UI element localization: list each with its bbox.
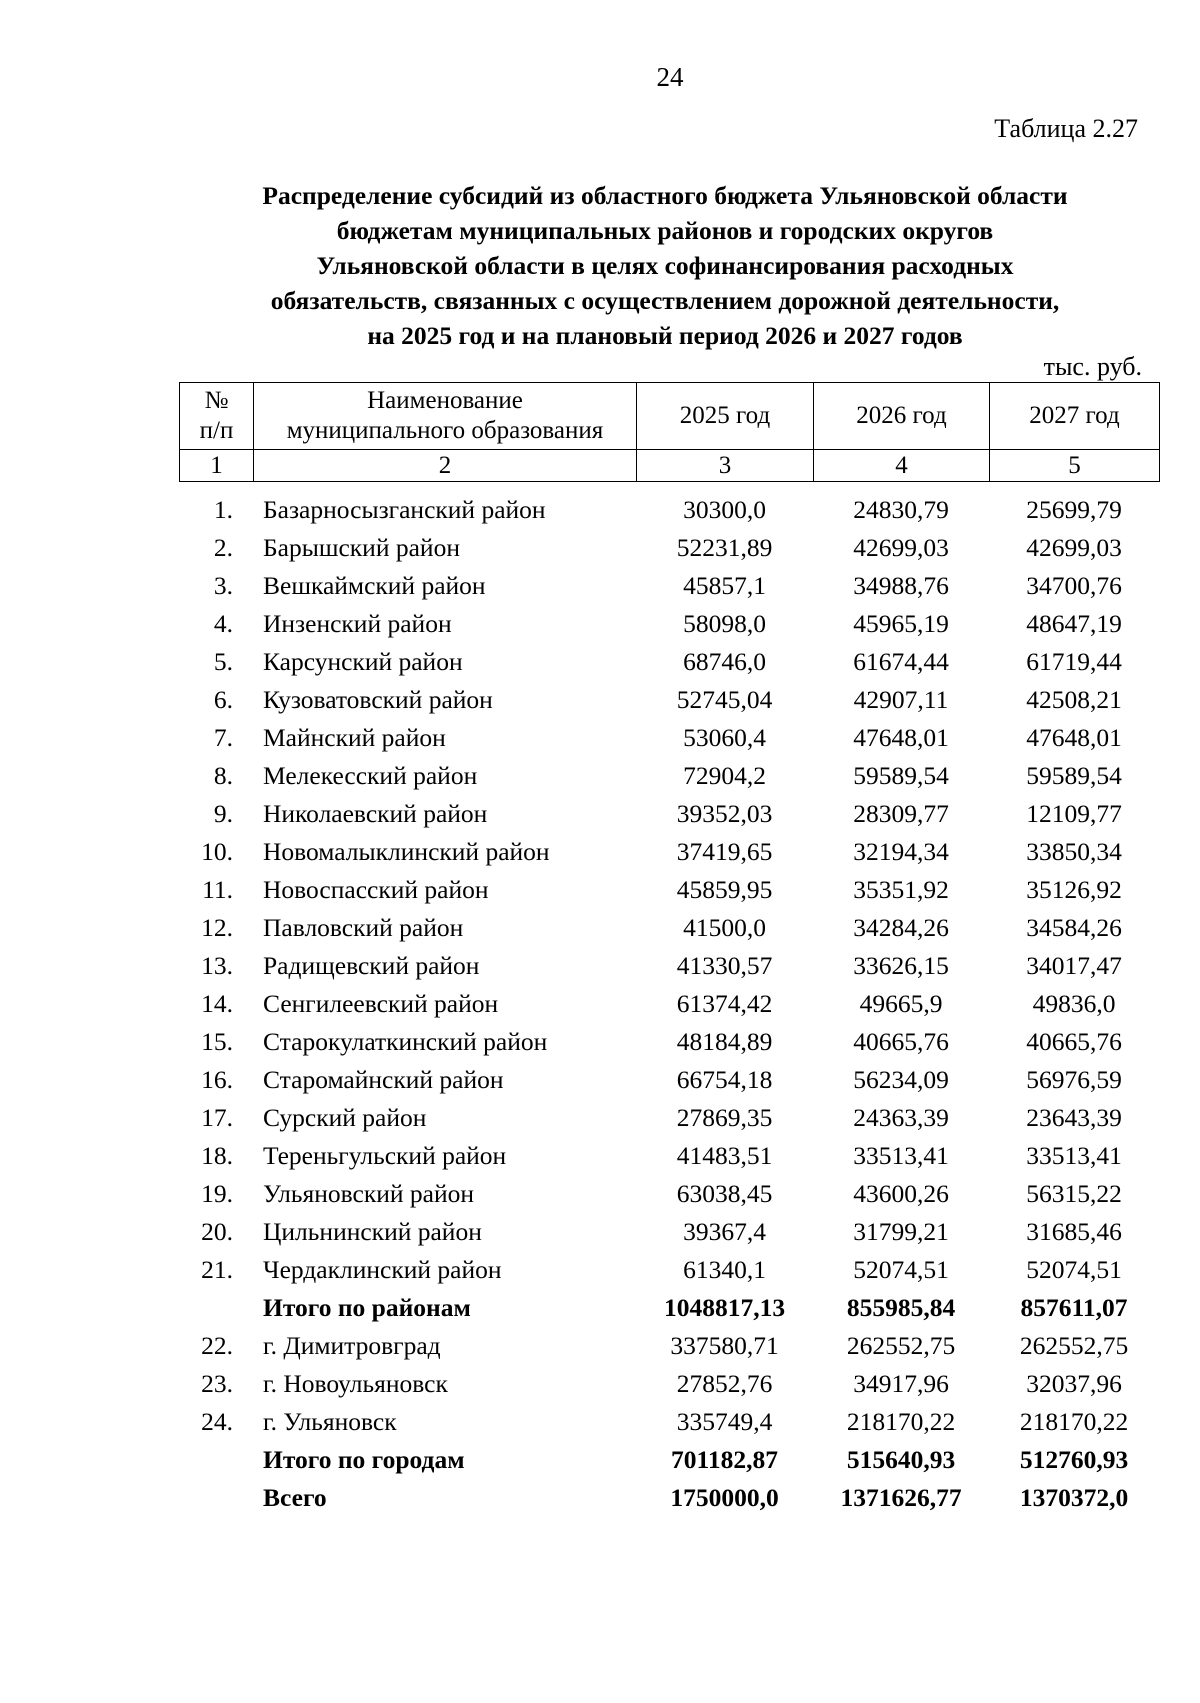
table-row [179,1365,1159,1403]
row-number: 4. [213,609,233,638]
value-2025: 701182,87 [671,1445,778,1474]
column-number: 1 [180,450,254,482]
row-name: Мелекесский район [263,761,478,790]
value-2027: 59589,54 [1026,761,1122,790]
row-number: 20. [201,1217,233,1246]
row-name: Карсунский район [263,647,463,676]
value-2027: 52074,51 [1026,1255,1122,1284]
value-2025: 41483,51 [676,1141,773,1170]
header-name: Наименование муниципального образования [254,383,637,450]
value-2027: 857611,07 [1020,1293,1128,1322]
table-row [179,757,1159,795]
value-2027: 23643,39 [1026,1103,1122,1132]
value-2027: 262552,75 [1019,1331,1129,1360]
value-2027: 56315,22 [1026,1179,1122,1208]
value-2025: 45859,95 [676,875,773,904]
table-row [179,1327,1159,1365]
page-number: 24 [656,62,684,92]
row-number: 11. [202,875,233,904]
table-row [179,605,1159,643]
row-number: 17. [201,1103,233,1132]
value-2026: 855985,84 [846,1293,956,1322]
row-name: Николаевский район [263,799,488,828]
value-2025: 27869,35 [676,1103,773,1132]
row-number: 5. [213,647,233,676]
value-2025: 52745,04 [676,685,773,714]
row-number: 24. [201,1407,233,1436]
column-number: 4 [814,450,990,482]
row-name: Всего [263,1483,327,1512]
value-2025: 63038,45 [676,1179,773,1208]
value-2027: 61719,44 [1026,647,1122,676]
value-2025: 337580,71 [670,1331,779,1360]
value-2026: 34917,96 [853,1369,949,1398]
row-number: 21. [201,1255,233,1284]
value-2027: 1370372,0 [1019,1483,1129,1512]
row-number: 2. [213,533,233,562]
table-row [179,1061,1159,1099]
value-2025: 48184,89 [676,1027,773,1056]
row-number: 6. [213,685,233,714]
row-number: 3. [213,571,233,600]
row-number: 19. [201,1179,233,1208]
table-row [179,1099,1159,1137]
table-row [179,1137,1159,1175]
table-row [179,795,1159,833]
value-2026: 33626,15 [853,951,949,980]
total-row [179,1289,1159,1327]
table-row [179,719,1159,757]
value-2027: 34017,47 [1026,951,1122,980]
row-number: 22. [201,1331,233,1360]
value-2025: 41330,57 [676,951,773,980]
table-row [179,1023,1159,1061]
value-2025: 68746,0 [683,647,766,676]
row-number: 13. [201,951,233,980]
table-row [179,529,1159,567]
title-line: бюджетам муниципальных районов и городских округов [336,216,994,245]
table-header [179,382,1160,482]
row-number [179,1441,253,1479]
table-row [179,1213,1159,1251]
value-2027: 34584,26 [1026,913,1122,942]
value-2027: 47648,01 [1026,723,1122,752]
table-row [179,1251,1159,1289]
value-2026: 24363,39 [853,1103,949,1132]
row-number: 16. [201,1065,233,1094]
row-name: Ульяновский район [263,1179,475,1208]
header-2025: 2025 год [637,383,814,450]
value-2026: 262552,75 [846,1331,956,1360]
document-title [160,178,1170,353]
value-2026: 45965,19 [853,609,949,638]
column-number: 3 [637,450,814,482]
table-row [179,871,1159,909]
row-name: Старомайнский район [263,1065,504,1094]
value-2025: 37419,65 [676,837,773,866]
row-number: 9. [213,799,233,828]
value-2025: 61340,1 [683,1255,766,1284]
value-2025: 72904,2 [683,761,766,790]
value-2025: 27852,76 [676,1369,773,1398]
value-2025: 58098,0 [683,609,766,638]
value-2025: 41500,0 [683,913,766,942]
value-2026: 52074,51 [853,1255,949,1284]
column-number: 5 [990,450,1160,482]
value-2025: 1048817,13 [663,1293,786,1322]
header-number: № п/п [180,383,254,450]
row-number [179,1289,253,1327]
value-2026: 42907,11 [853,685,949,714]
table-label: Таблица 2.27 [994,114,1138,143]
value-2025: 1750000,0 [670,1483,779,1512]
title-line: Распределение субсидий из областного бюджета Ульяновской области [262,181,1068,210]
value-2027: 49836,0 [1032,989,1116,1018]
row-number: 12. [201,913,233,942]
title-line: Ульяновской области в целях софинансирования расходных [316,251,1014,280]
value-2027: 34700,76 [1026,571,1122,600]
value-2027: 512760,93 [1019,1445,1129,1474]
value-2026: 28309,77 [853,799,949,828]
row-name: Вешкаймский район [263,571,486,600]
row-name: г. Новоульяновск [263,1369,448,1398]
value-2025: 30300,0 [683,495,766,524]
header-2027: 2027 год [990,383,1160,450]
table-row [179,491,1159,529]
value-2027: 48647,19 [1026,609,1122,638]
value-2025: 66754,18 [676,1065,773,1094]
value-2027: 42699,03 [1026,533,1122,562]
row-name: Чердаклинский район [263,1255,502,1284]
value-2025: 39352,03 [676,799,773,828]
value-2026: 218170,22 [846,1407,956,1436]
total-row [179,1441,1159,1479]
value-2027: 32037,96 [1026,1369,1122,1398]
value-2027: 35126,92 [1026,875,1122,904]
value-2027: 218170,22 [1019,1407,1129,1436]
value-2027: 42508,21 [1026,685,1122,714]
row-name: Павловский район [263,913,464,942]
value-2026: 42699,03 [853,533,949,562]
row-name: Цильнинский район [263,1217,482,1246]
row-name: Итого по городам [263,1445,465,1474]
row-number: 23. [201,1369,233,1398]
row-name: Новоспасский район [263,875,489,904]
value-2027: 33850,34 [1026,837,1122,866]
value-2026: 33513,41 [853,1141,949,1170]
table-row [179,681,1159,719]
table-row [179,833,1159,871]
row-name: Тереньгульский район [263,1141,507,1170]
value-2027: 25699,79 [1026,495,1122,524]
row-name: г. Ульяновск [263,1407,397,1436]
row-name: Кузоватовский район [263,685,493,714]
value-2025: 52231,89 [676,533,773,562]
value-2025: 53060,4 [683,723,766,752]
value-2026: 40665,76 [853,1027,949,1056]
header-2026: 2026 год [814,383,990,450]
table-row [179,985,1159,1023]
row-name: Базарносызганский район [263,495,546,524]
row-name: Сенгилеевский район [263,989,499,1018]
table-row [179,909,1159,947]
data-table [179,491,1159,1517]
value-2026: 24830,79 [853,495,949,524]
value-2026: 34284,26 [853,913,949,942]
row-number [179,1479,253,1517]
row-name: г. Димитровград [263,1331,441,1360]
table-row [179,1175,1159,1213]
row-name: Барышский район [263,533,460,562]
row-name: Новомалыклинский район [263,837,550,866]
value-2026: 32194,34 [853,837,949,866]
value-2025: 39367,4 [683,1217,766,1246]
value-2026: 515640,93 [846,1445,956,1474]
row-number: 8. [213,761,233,790]
value-2025: 45857,1 [683,571,766,600]
value-2026: 61674,44 [853,647,949,676]
value-2027: 56976,59 [1026,1065,1122,1094]
value-2025: 61374,42 [676,989,773,1018]
row-number: 14. [201,989,233,1018]
value-2027: 40665,76 [1026,1027,1122,1056]
row-number: 10. [201,837,233,866]
value-2027: 33513,41 [1026,1141,1122,1170]
table-row [179,567,1159,605]
value-2026: 47648,01 [853,723,949,752]
value-2026: 43600,26 [853,1179,949,1208]
title-line: обязательств, связанных с осуществлением дорожной деятельности, [270,286,1060,315]
value-2026: 34988,76 [853,571,949,600]
row-name: Радищевский район [263,951,480,980]
table-row [179,643,1159,681]
value-2026: 31799,21 [853,1217,949,1246]
value-2026: 56234,09 [853,1065,949,1094]
value-2027: 31685,46 [1026,1217,1122,1246]
row-name: Сурский район [263,1103,427,1132]
value-2027: 12109,77 [1026,799,1122,828]
value-2025: 335749,4 [676,1407,773,1436]
value-2026: 49665,9 [859,989,943,1018]
row-name: Старокулаткинский район [263,1027,548,1056]
row-number: 7. [213,723,233,752]
value-2026: 59589,54 [853,761,949,790]
row-name: Майнский район [263,723,446,752]
row-number: 1. [213,495,233,524]
total-row [179,1479,1159,1517]
row-name: Инзенский район [263,609,452,638]
row-number: 18. [201,1141,233,1170]
title-line: на 2025 год и на плановый период 2026 и 2027 годов [367,321,963,350]
value-2026: 1371626,77 [840,1483,962,1512]
table-row [179,947,1159,985]
value-2026: 35351,92 [853,875,949,904]
row-name: Итого по районам [263,1293,471,1322]
column-number: 2 [254,450,637,482]
units-label: тыс. руб. [1043,352,1142,381]
row-number: 15. [201,1027,233,1056]
table-row [179,1403,1159,1441]
